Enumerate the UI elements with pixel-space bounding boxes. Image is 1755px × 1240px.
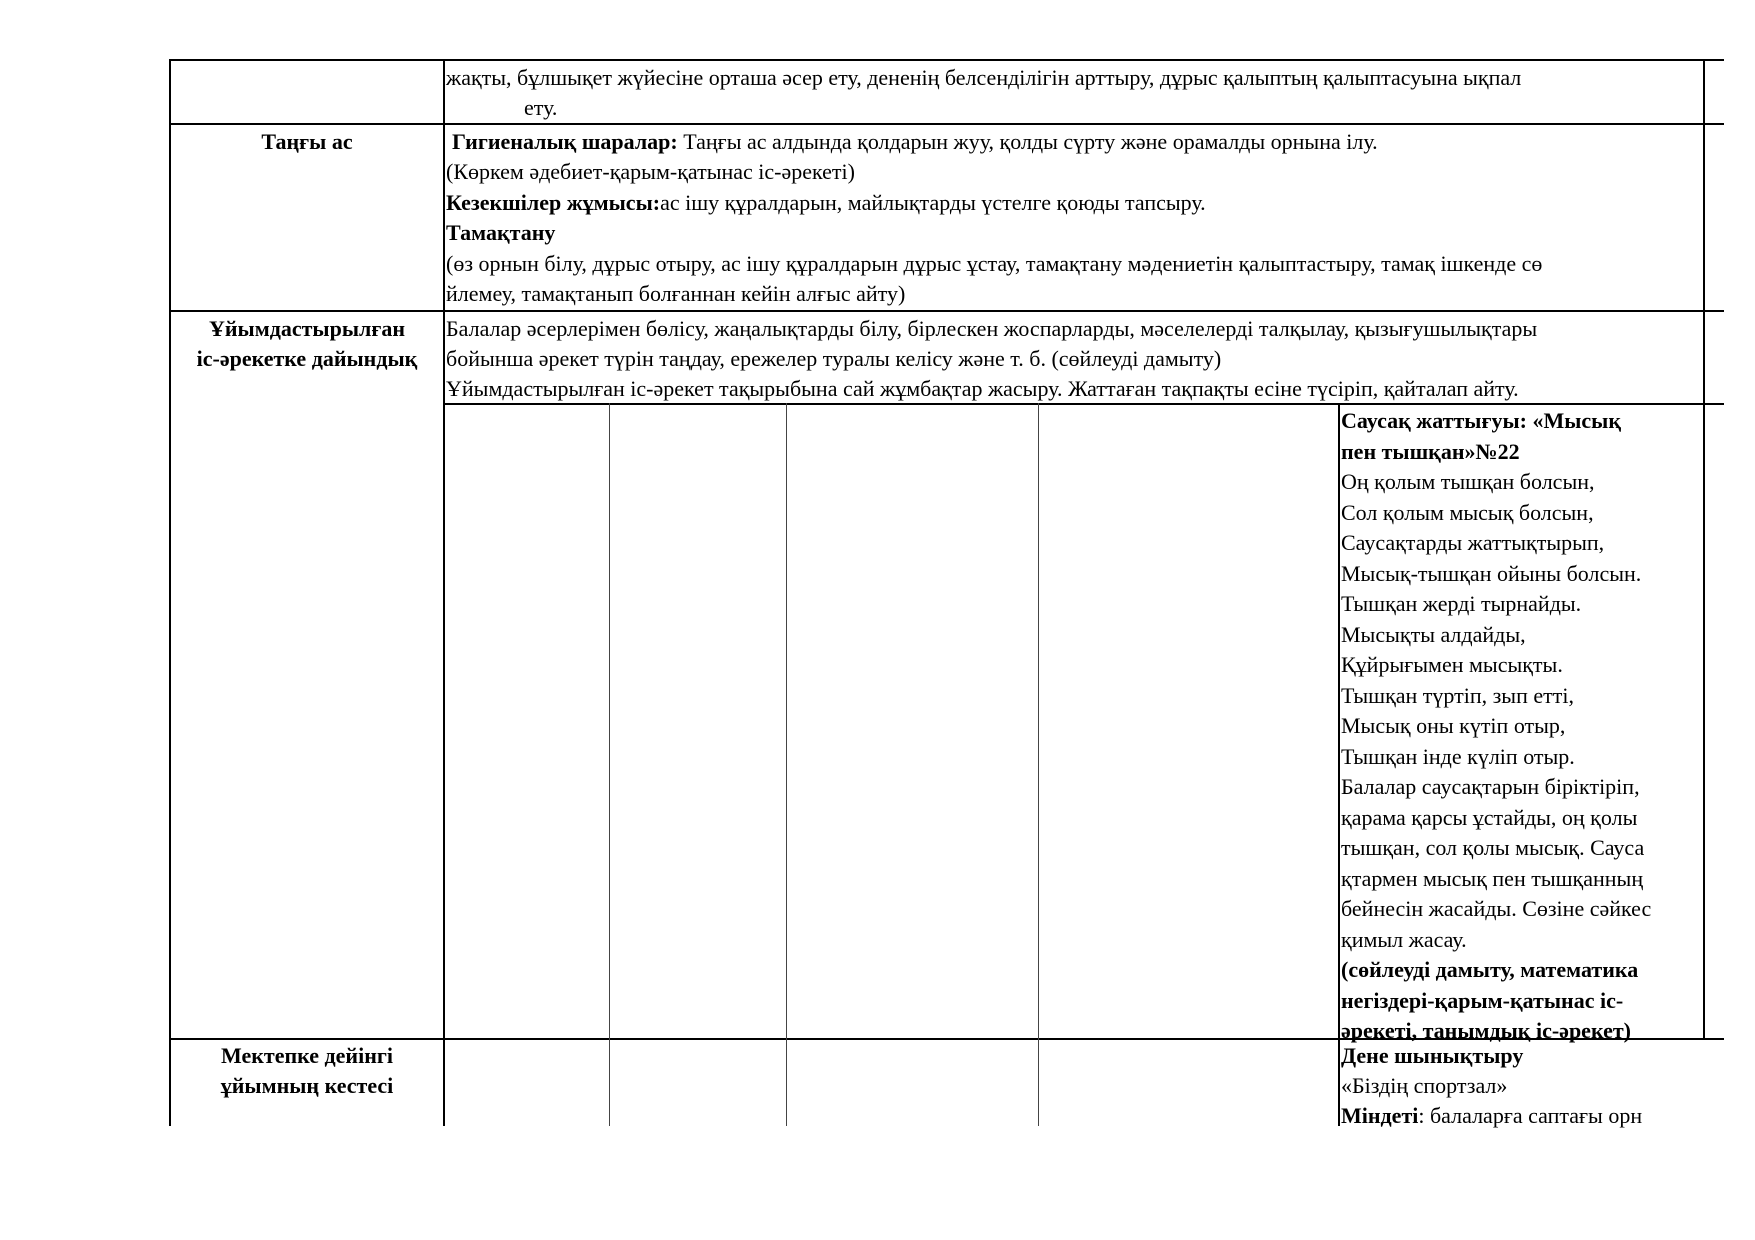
- day-column-divider-3: [1038, 403, 1039, 1126]
- table-border-right: [1703, 59, 1705, 1040]
- poem-line: Мысық-тышқан ойыны болсын.: [1341, 560, 1642, 586]
- instruction-line: қимыл жасау.: [1341, 926, 1467, 952]
- eating-text-line1: (өз орнын білу, дұрыс отыру, ас ішу құралдарын дұрыс ұстау, тамақтану мәдениетін қалыптастыру, тамақ ішкенде сө: [446, 251, 1543, 276]
- finger-game-title-line2: пен тышқан»№22: [1341, 438, 1520, 464]
- duty-description: ас ішу құралдарын, майлықтарды үстелге қоюды тапсыру.: [660, 190, 1206, 215]
- poem-line: Құйрығымен мысықты.: [1341, 652, 1563, 677]
- pe-topic: «Біздің спортзал»: [1341, 1073, 1508, 1098]
- finger-game-title-line1: Саусақ жаттығуы: «Мысық: [1341, 408, 1622, 433]
- schedule-label-line1: Мектепке дейінгі: [220, 1043, 393, 1068]
- poem-line: Мысық оны күтіп отыр,: [1341, 713, 1566, 738]
- finger-game-areas-line3: әрекеті, танымдық іс-әрекет): [1341, 1018, 1631, 1043]
- exercise-text-line1: жақты, бұлшықет жүйесіне орташа әсер ету, дененің белсенділігін арттыру, дұрыс қалыптың қалыптасуына ықпал: [446, 65, 1522, 90]
- pe-task: [1341, 1101, 1642, 1132]
- finger-game-areas-line2: негіздері-қарым-қатынас іс-: [1341, 987, 1624, 1013]
- instruction-line: тышқан, сол қолы мысық. Сауса: [1341, 835, 1645, 860]
- hygiene-title: Гигиеналық шаралар:: [452, 129, 678, 154]
- label-column-divider: [443, 59, 445, 1126]
- poem-line: Тышқан жерді тырнайды.: [1341, 591, 1582, 616]
- schedule-label-line2: ұйымның кестесі: [220, 1073, 394, 1098]
- hygiene-activity-area: (Көркем әдебиет-қарым-қатынас іс-әрекеті): [446, 159, 855, 184]
- preparation-text-line3: Ұйымдастырылған іс-әрекет тақырыбына сай жұмбақтар жасыру. Жаттаған тақпақты есіне түсіріп, қайталап айту.: [446, 376, 1519, 401]
- finger-game-cell: [1341, 406, 1703, 1047]
- preparation-label-line2: іс-әрекетке дайындық: [196, 346, 418, 371]
- preparation-text-line2: бойынша әрекет түрін таңдау, ережелер туралы келісу және т. б. (сөйлеуді дамыту): [446, 346, 1222, 371]
- row-divider-2: [170, 310, 1724, 312]
- table-border-top: [170, 59, 1724, 61]
- breakfast-label: Таңғы ас: [261, 129, 353, 154]
- pe-task-title: Міндеті: [1341, 1103, 1419, 1128]
- pe-task-text: : балаларға саптағы орн: [1418, 1103, 1643, 1128]
- instruction-line: қарама қарсы ұстайды, оң қолы: [1341, 804, 1638, 830]
- table-border-left: [169, 59, 171, 1126]
- duty-text: [446, 188, 1206, 219]
- duty-title: Кезекшілер жұмысы:: [446, 190, 661, 215]
- preparation-text-line1: Балалар әсерлерімен бөлісу, жаңалықтарды білу, бірлескен жоспарларды, мәселелерді талқылау, қызығушылықтары: [446, 316, 1538, 341]
- row-divider-1: [170, 123, 1724, 125]
- instruction-line: Балалар саусақтарын біріктіріп,: [1341, 774, 1640, 799]
- hygiene-text: [452, 127, 1378, 158]
- day-column-divider-1: [609, 403, 610, 1126]
- finger-game-areas-line1: (сөйлеуді дамыту, математика: [1341, 957, 1639, 982]
- poem-line: Оң қолым тышқан болсын,: [1341, 469, 1595, 494]
- poem-line: Саусақтарды жаттықтырып,: [1341, 530, 1605, 555]
- eating-text-line2: йлемеу, тамақтанып болғаннан кейін алғыс айту): [446, 281, 906, 306]
- eating-title: Тамақтану: [446, 220, 556, 245]
- poem-line: Мысықты алдайды,: [1341, 621, 1526, 647]
- instruction-line: қтармен мысық пен тышқанның: [1341, 865, 1644, 891]
- hygiene-description: Таңғы ас алдында қолдарын жуу, қолды сүрту және орамалды орнына ілу.: [677, 129, 1378, 154]
- instruction-line: бейнесін жасайды. Сөзіне сәйкес: [1341, 896, 1652, 921]
- poem-line: Сол қолым мысық болсын,: [1341, 499, 1594, 525]
- poem-line: Тышқан інде күліп отыр.: [1341, 743, 1575, 769]
- day-column-divider-4: [1338, 403, 1340, 1126]
- poem-line: Тышқан түртіп, зып етті,: [1341, 682, 1574, 708]
- exercise-text-line2: ету.: [524, 95, 558, 120]
- pe-title: Дене шынықтыру: [1341, 1043, 1524, 1068]
- day-column-divider-2: [786, 403, 787, 1126]
- preparation-label-line1: Ұйымдастырылған: [208, 316, 406, 341]
